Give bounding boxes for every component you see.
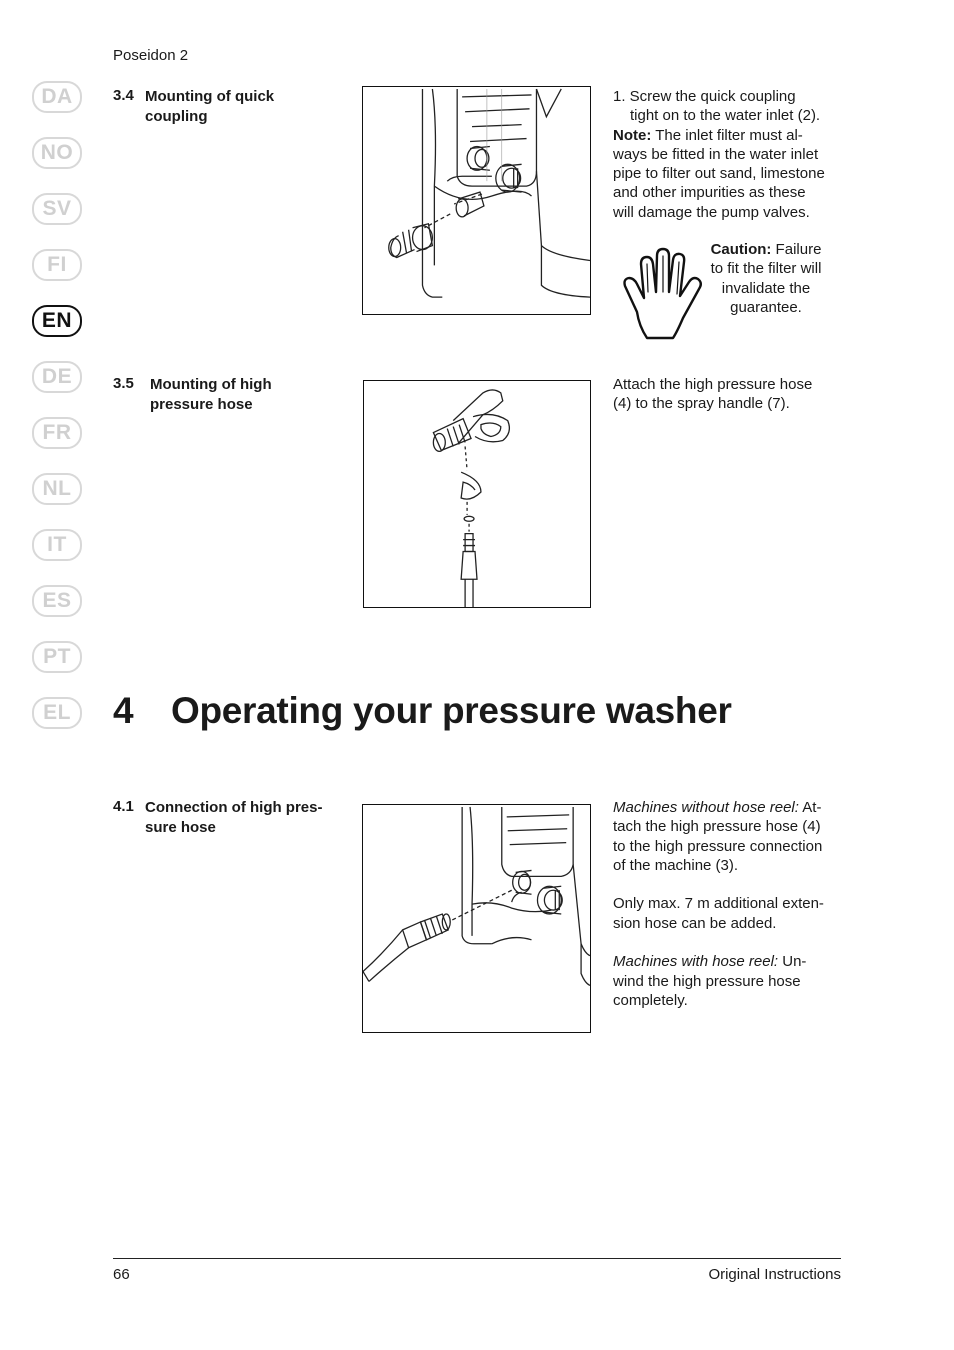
page-header-product: Poseidon 2 <box>113 47 189 64</box>
chapter-number: 4 <box>113 690 134 731</box>
language-tab-pt: PT <box>32 641 82 673</box>
text-4-1: Machines without hose reel: At- tach the high pressure hose (4) to the high pressure connection of the machine (3). Only max. 7 m additional exten- sion hose can be added. Machines with hose reel: Un- wind the high pressure hose completely. <box>613 799 824 1009</box>
language-tab-no: NO <box>32 137 82 169</box>
caution-text: Caution: Failure to fit the filter will invalidate the guarantee. <box>710 241 822 316</box>
language-tab-en: EN <box>32 305 82 337</box>
hand-warning-icon <box>617 246 707 344</box>
language-tab-fr: FR <box>32 417 82 449</box>
text-3-5: Attach the high pressure hose (4) to the spray handle (7). <box>613 376 813 413</box>
footer-doc-type: Original Instructions <box>708 1266 841 1283</box>
language-tab-el: EL <box>32 697 82 729</box>
section-number-3-4: 3.4 <box>113 87 134 104</box>
language-tab-de: DE <box>32 361 82 393</box>
language-tab-da: DA <box>32 81 82 113</box>
section-number-4-1: 4.1 <box>113 798 134 815</box>
language-tab-nl: NL <box>32 473 82 505</box>
section-title-4-1: Connection of high pres- sure hose <box>145 799 323 836</box>
section-title-3-4: Mounting of quick coupling <box>145 88 275 125</box>
figure-quick-coupling <box>362 86 591 315</box>
language-tab-es: ES <box>32 585 82 617</box>
chapter-title: Operating your pressure washer <box>171 690 732 731</box>
chapter-heading <box>113 690 732 732</box>
text-3-4: 1. Screw the quick coupling tight on to the water inlet (2). Note: The inlet filter must al- ways be fitted in the water inlet pipe to filter out sand, limestone and other impurities as these will damage the pump valves. <box>613 88 825 221</box>
figure-hose-connection <box>362 804 591 1033</box>
language-tab-fi: FI <box>32 249 82 281</box>
figure-spray-handle <box>363 380 591 608</box>
page-number: 66 <box>113 1266 130 1283</box>
section-title-3-5: Mounting of high pressure hose <box>150 376 272 413</box>
language-tab-it: IT <box>32 529 82 561</box>
section-number-3-5: 3.5 <box>113 375 134 392</box>
language-tab-sv: SV <box>32 193 82 225</box>
footer-rule <box>113 1258 841 1259</box>
